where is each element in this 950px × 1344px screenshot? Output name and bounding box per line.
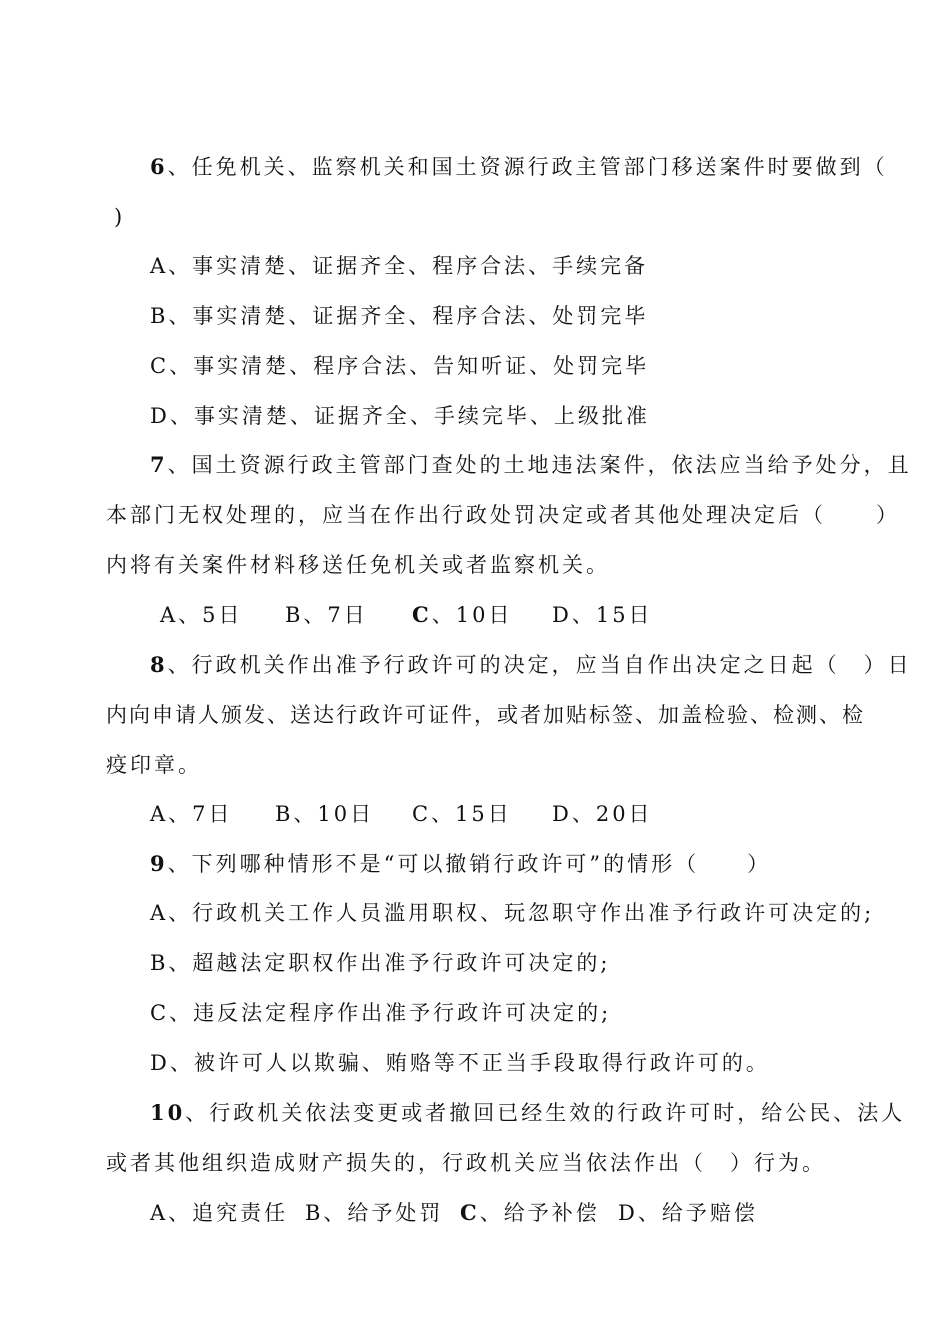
option-10-a: A、追究责任 <box>150 1201 289 1225</box>
option-7-c <box>412 600 512 630</box>
option-line: B、超越法定职权作出准予行政许可决定的; <box>150 951 611 975</box>
option-7-d: D、15日 <box>552 603 653 627</box>
question-number: 8 <box>150 652 168 677</box>
question-number: 6 <box>150 154 168 179</box>
option-rest: 、给予补偿 <box>479 1201 600 1225</box>
question-8-line-3 <box>106 750 202 780</box>
question-10-line-2 <box>106 1148 826 1178</box>
question-8-line-1 <box>150 650 912 680</box>
option-10-d: D、给予赔偿 <box>618 1201 758 1225</box>
option-letter: C <box>460 1200 480 1225</box>
option-line: A、行政机关工作人员滥用职权、玩忽职守作出准予行政许可决定的; <box>150 901 875 925</box>
question-text: 行政机关作出准予行政许可的决定，应当自作出决定之日起（ ）日 <box>191 653 912 677</box>
option-line: C、违反法定程序作出准予行政许可决定的; <box>150 1001 612 1025</box>
option-line: B、事实清楚、证据齐全、程序合法、处罚完毕 <box>150 304 649 328</box>
question-6-line-2 <box>114 202 125 232</box>
question-8-line-2 <box>106 700 865 730</box>
question-text: 任免机关、监察机关和国土资源行政主管部门移送案件时要做到（ <box>191 155 888 179</box>
option-10-b: B、给予处罚 <box>305 1201 444 1225</box>
option-10-c <box>460 1198 600 1228</box>
option-rest: 、10日 <box>431 603 513 627</box>
option-8-a: A、7日 <box>150 802 233 826</box>
option-7-a: A、5日 <box>160 603 243 627</box>
question-text: 疫印章。 <box>106 753 202 777</box>
question-text: 行政机关依法变更或者撤回已经生效的行政许可时，给公民、法人 <box>209 1101 906 1125</box>
question-text: 或者其他组织造成财产损失的，行政机关应当依法作出（ ）行为。 <box>106 1151 826 1175</box>
option-8-b: B、10日 <box>275 802 375 826</box>
question-number: 10 <box>150 1100 186 1125</box>
question-text: 下列哪种情形不是“可以撤销行政许可”的情形（ ） <box>191 852 772 876</box>
question-10-line-1 <box>150 1098 905 1128</box>
question-9-line-1 <box>150 849 771 879</box>
question-text: ) <box>114 205 126 229</box>
option-8-d: D、20日 <box>552 802 653 826</box>
question-text: 国土资源行政主管部门查处的土地违法案件，依法应当给予处分，且 <box>191 453 912 477</box>
close-paren: ） <box>876 503 900 527</box>
option-line: D、被许可人以欺骗、贿赂等不正当手段取得行政许可的。 <box>150 1051 770 1075</box>
question-sep: 、 <box>167 155 192 179</box>
question-sep: 、 <box>167 453 192 477</box>
question-7-line-2 <box>106 500 900 530</box>
question-number: 7 <box>150 452 168 477</box>
question-text: 本部门无权处理的，应当在作出行政处罚决定或者其他处理决定后（ <box>106 503 826 527</box>
question-text: 内将有关案件材料移送任免机关或者监察机关。 <box>106 553 610 577</box>
question-sep: 、 <box>167 653 192 677</box>
option-line: D、事实清楚、证据齐全、手续完毕、上级批准 <box>150 404 650 428</box>
question-6-line-1 <box>150 152 888 182</box>
option-7-b: B、7日 <box>285 603 368 627</box>
option-letter: C <box>412 602 432 627</box>
question-7-line-3 <box>106 550 610 580</box>
question-sep: 、 <box>167 852 192 876</box>
question-7-line-1 <box>150 450 912 480</box>
question-text: 内向申请人颁发、送达行政许可证件，或者加贴标签、加盖检验、检测、检 <box>106 703 865 727</box>
option-line: C、事实清楚、程序合法、告知听证、处罚完毕 <box>150 354 650 378</box>
option-8-c: C、15日 <box>412 802 512 826</box>
question-number: 9 <box>150 851 168 876</box>
question-sep: 、 <box>185 1101 210 1125</box>
option-line: A、事实清楚、证据齐全、程序合法、手续完备 <box>150 254 649 278</box>
